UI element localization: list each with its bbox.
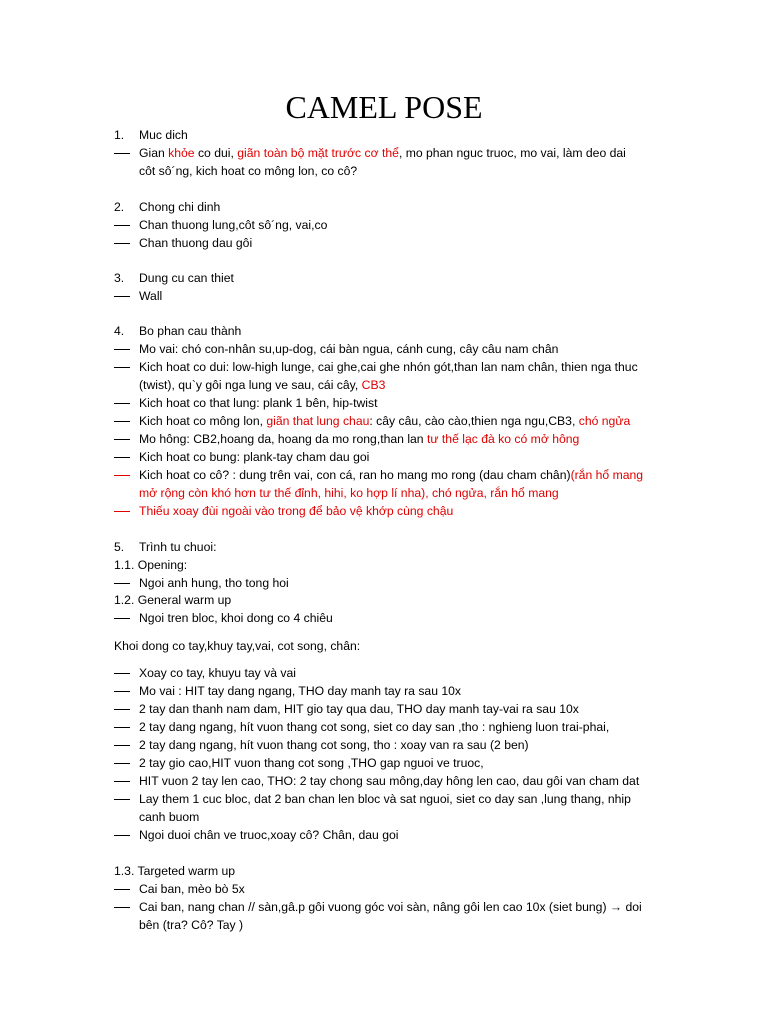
bullet-item: Chan thuong lung,côt sô´ng, vai,co [139,216,699,234]
subsection-heading: 1.1. Opening: [114,558,188,572]
dash-bullet-icon [114,682,130,700]
dash-bullet-icon [114,880,130,898]
dash-bullet-icon [114,412,130,430]
bullet-item: Ngoi duoi chân ve truoc,xoay cô? Chân, dau goi [139,826,699,844]
dash-bullet-icon [114,574,130,592]
bullet-item: Gian khỏe co dui, giãn toàn bộ mặt trước cơ thể, mo phan nguc truoc, mo vai, làm deo dai [139,144,699,162]
dash-bullet-icon [114,340,130,358]
dash-bullet-icon [114,736,130,754]
bullet-item: Cai ban, mèo bò 5x [139,880,699,898]
bullet-item: 2 tay dan thanh nam dam, HIT gio tay qua dau, THO day manh tay-vai ra sau 10x [139,700,699,718]
bullet-item: Kich hoat co mông lon, giãn that lung chau: cây câu, cào cào,thien nga ngu,CB3, chó ngửa [139,412,699,430]
section-heading: 5. Trình tu chuoi: [114,540,217,554]
dash-bullet-icon [114,234,130,252]
dash-bullet-icon [114,502,130,520]
dash-bullet-icon [114,718,130,736]
bullet-item: Chan thuong dau gôi [139,234,699,252]
dash-bullet-icon [114,430,130,448]
dash-bullet-icon [114,216,130,234]
dash-bullet-icon [114,700,130,718]
dash-bullet-icon [114,754,130,772]
bullet-item: 2 tay dang ngang, hít vuon thang cot song, tho : xoay van ra sau (2 ben) [139,736,699,754]
dash-bullet-icon [114,898,130,916]
dash-bullet-icon [114,772,130,790]
bullet-item: Xoay co tay, khuyu tay và vai [139,664,699,682]
bullet-item: Mo hông: CB2,hoang da, hoang da mo rong,than lan tư thế lạc đà ko có mở hông [139,430,699,448]
bullet-item: 2 tay gio cao,HIT vuon thang cot song ,THO gap nguoi ve truoc, [139,754,699,772]
subsection-heading: 1.3. Targeted warm up [114,864,236,878]
bullet-item: Kich hoat co bung: plank-tay cham dau goi [139,448,699,466]
section-heading: 3. Dung cu can thiet [114,271,234,285]
dash-bullet-icon [114,664,130,682]
bullet-item: Kich hoat co cô? : dung trên vai, con cá, ran ho mang mo rong (dau cham chân)(rắn hổ mang [139,466,699,484]
dash-bullet-icon [114,790,130,808]
section-heading: 4. Bo phan cau thành [114,324,242,338]
bullet-item: Thiếu xoay đùi ngoài vào trong để bảo vệ khớp cùng chậu [139,502,699,520]
dash-bullet-icon [114,466,130,484]
dash-bullet-icon [114,358,130,376]
bullet-item: Kich hoat co that lung: plank 1 bên, hip-twist [139,394,699,412]
dash-bullet-icon [114,394,130,412]
bullet-item: 2 tay dang ngang, hít vuon thang cot song, siet co day san ,tho : nghieng luon trai-phai, [139,718,699,736]
bullet-continuation: (twist), qu`y gôi nga lung ve sau, cái cây, CB3 [139,378,386,392]
dash-bullet-icon [114,144,130,162]
dash-bullet-icon [114,287,130,305]
bullet-item: Mo vai: chó con-nhân su,up-dog, cái bàn ngua, cánh cung, cây câu nam chân [139,340,699,358]
bullet-item: Ngoi anh hung, tho tong hoi [139,574,699,592]
bullet-item: Mo vai : HIT tay dang ngang, THO day manh tay ra sau 10x [139,682,699,700]
bullet-item: Wall [139,287,699,305]
bullet-item: HIT vuon 2 tay len cao, THO: 2 tay chong sau mông,day hông len cao, dau gôi van cham dat [139,772,699,790]
dash-bullet-icon [114,826,130,844]
bullet-continuation: côt sô´ng, kich hoat co mông lon, co cô? [139,164,358,178]
bullet-continuation: bên (tra? Cô? Tay ) [139,918,244,932]
page-title: CAMEL POSE [285,89,483,125]
dash-bullet-icon [114,448,130,466]
bullet-continuation: canh buom [139,810,200,824]
bullet-item: Ngoi tren bloc, khoi dong co 4 chiêu [139,609,699,627]
section-heading: 1. Muc dich [114,128,188,142]
dash-bullet-icon [114,609,130,627]
bullet-item: Cai ban, nang chan // sàn,gâ.p gôi vuong góc voi sàn, nâng gôi len cao 10x (siet bung) → doi [139,898,699,916]
section-heading: 2. Chong chi dinh [114,200,221,214]
bullet-item: Kich hoat co dui: low-high lunge, cai ghe,cai ghe nhón gót,than lan nam chân, thien nga thuc [139,358,699,376]
subsection-heading: 1.2. General warm up [114,593,232,607]
bullet-continuation: mở rộng còn khó hơn tư thế đỉnh, hihi, ko hợp lí nha), chó ngửa, rắn hổ mang [139,486,559,500]
paragraph: Khoi dong co tay,khuy tay,vai, cot song, chân: [114,639,361,653]
bullet-item: Lay them 1 cuc bloc, dat 2 ban chan len bloc và sat nguoi, siet co day san ,lung thang, nhip [139,790,699,808]
